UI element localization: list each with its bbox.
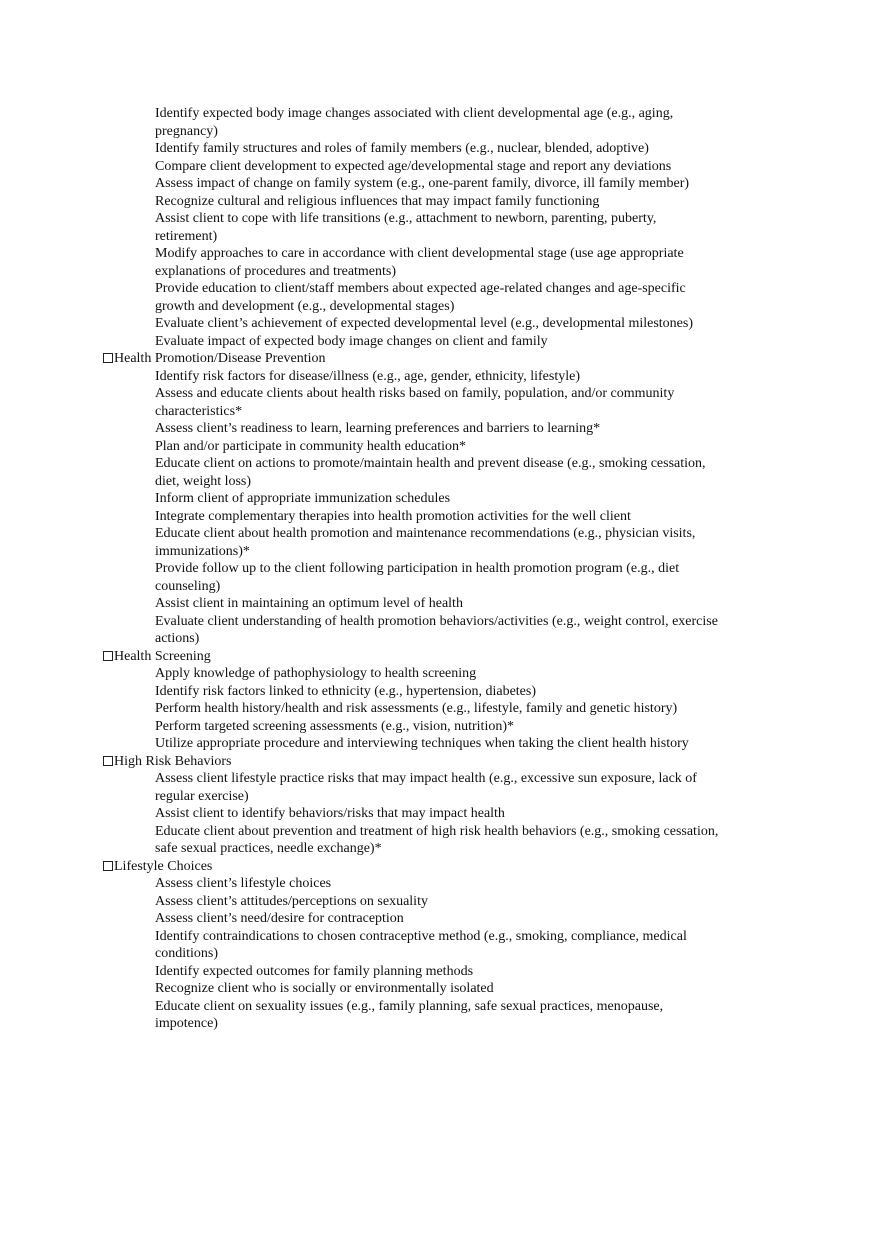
section-title: High Risk Behaviors (114, 753, 232, 769)
section-heading (103, 753, 718, 771)
list-item: Assess impact of change on family system (e.g., one-parent family, divorce, ill family member) (155, 176, 690, 191)
list-item: Recognize client who is socially or environmentally isolated (155, 981, 494, 996)
list-item: Educate client on sexuality issues (e.g., family planning, safe sexual practices, menopause, impotence) (155, 998, 664, 1031)
list-item: Compare client development to expected age/developmental stage and report any deviations (155, 158, 672, 174)
list-item: Identify expected outcomes for family planning methods (155, 963, 474, 979)
section-heading (103, 350, 718, 368)
list-item: Modify approaches to care in accordance with client developmental stage (use age appropriate explanations of procedures and treatments) (155, 246, 684, 279)
section-title: Health Screening (114, 648, 211, 664)
section-title: Health Promotion/Disease Prevention (114, 351, 326, 366)
document-body (103, 105, 718, 1033)
list-item: Assess client’s need/desire for contraception (155, 911, 404, 926)
list-item: Identify risk factors for disease/illness (e.g., age, gender, ethnicity, lifestyle) (155, 368, 580, 384)
section-heading (103, 648, 718, 666)
section-title: Lifestyle Choices (114, 858, 213, 874)
list-item: Perform health history/health and risk assessments (e.g., lifestyle, family and genetic history) (155, 701, 678, 716)
checkbox-icon[interactable] (103, 353, 113, 363)
list-item: Assess client’s readiness to learn, learning preferences and barriers to learning* (155, 421, 601, 436)
list-item: Plan and/or participate in community health education* (155, 438, 467, 454)
list-item: Assist client to cope with life transitions (e.g., attachment to newborn, parenting, puberty, retirement) (155, 211, 657, 244)
list-item: Integrate complementary therapies into health promotion activities for the well client (155, 508, 631, 524)
section-heading (103, 858, 718, 876)
list-item: Evaluate client understanding of health promotion behaviors/activities (e.g., weight control, exercise actions) (155, 613, 718, 646)
list-item: Utilize appropriate procedure and interviewing techniques when taking the client health history (155, 736, 689, 751)
list-item: Assist client in maintaining an optimum level of health (155, 596, 463, 611)
checkbox-icon[interactable] (103, 756, 113, 766)
list-item: Assess client’s attitudes/perceptions on sexuality (155, 893, 428, 909)
checkbox-icon[interactable] (103, 651, 113, 661)
list-item: Provide education to client/staff members about expected age-related changes and age-specific growth and development (e.g., developmental stages) (155, 281, 686, 314)
list-item: Identify expected body image changes associated with client developmental age (e.g., aging, pregnancy) (155, 106, 674, 139)
list-item: Evaluate client’s achievement of expected developmental level (e.g., developmental milestones) (155, 316, 694, 331)
list-item: Identify risk factors linked to ethnicity (e.g., hypertension, diabetes) (155, 683, 537, 699)
list-item: Educate client about health promotion and maintenance recommendations (e.g., physician visits, immunizations)* (155, 526, 696, 559)
list-item: Recognize cultural and religious influences that may impact family functioning (155, 193, 600, 209)
list-item: Assess and educate clients about health risks based on family, population, and/or community characteristics* (155, 386, 675, 419)
list-item: Educate client on actions to promote/maintain health and prevent disease (e.g., smoking cessation, diet, weight loss) (155, 456, 706, 489)
list-item: Evaluate impact of expected body image changes on client and family (155, 333, 548, 349)
list-item: Assess client lifestyle practice risks that may impact health (e.g., excessive sun exposure, lack of regular exercise) (155, 771, 697, 804)
list-item: Assess client’s lifestyle choices (155, 876, 332, 891)
list-item: Assist client to identify behaviors/risks that may impact health (155, 806, 505, 821)
checkbox-icon[interactable] (103, 861, 113, 871)
list-item: Perform targeted screening assessments (e.g., vision, nutrition)* (155, 718, 514, 734)
list-item: Identify contraindications to chosen contraceptive method (e.g., smoking, compliance, medical conditions) (155, 928, 687, 961)
list-item: Provide follow up to the client following participation in health promotion program (e.g., diet counseling) (155, 561, 680, 594)
list-item: Identify family structures and roles of family members (e.g., nuclear, blended, adoptive) (155, 141, 649, 156)
list-item: Apply knowledge of pathophysiology to health screening (155, 666, 477, 681)
list-item: Inform client of appropriate immunization schedules (155, 491, 451, 506)
list-item: Educate client about prevention and treatment of high risk health behaviors (e.g., smoking cessation, safe sexual practices, needle exchange)* (155, 823, 719, 856)
